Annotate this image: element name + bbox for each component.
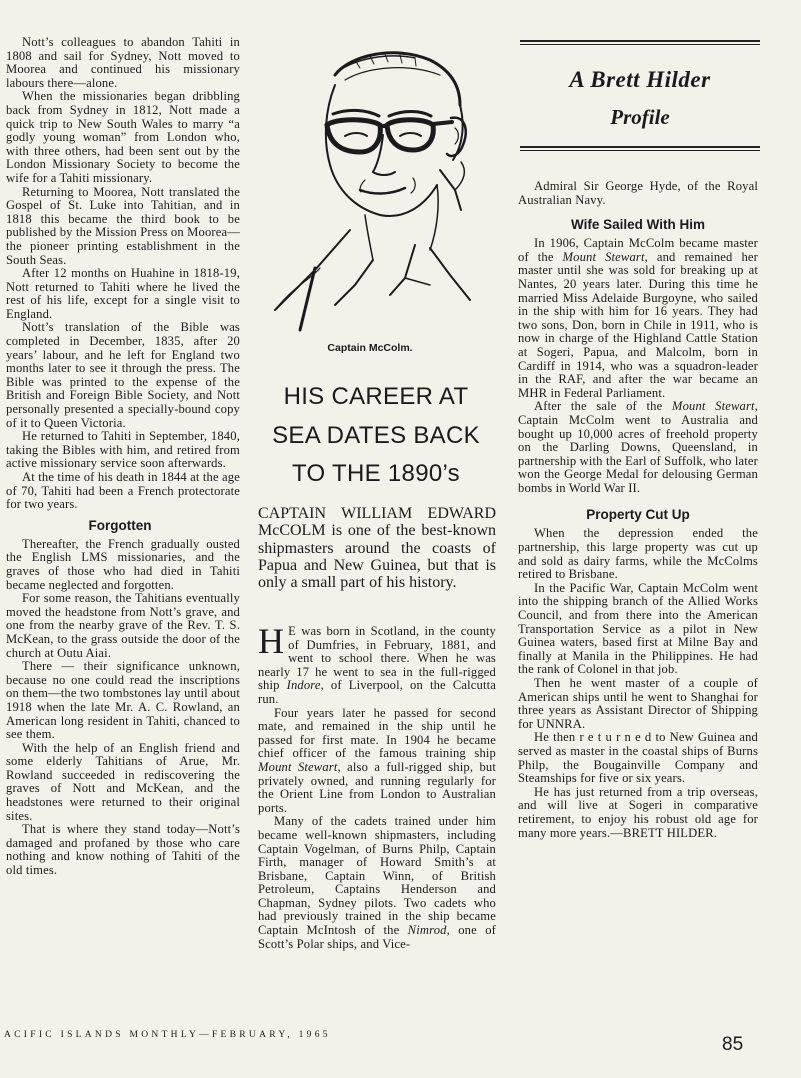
heading-wife-sailed: Wife Sailed With Him	[570, 217, 706, 233]
middle-body	[258, 621, 497, 951]
page-number: 85	[722, 1034, 744, 1055]
right-intro: Admiral Sir George Hyde, of the Royal Australian Navy.	[518, 179, 758, 207]
body-paragraph: In the Pacific War, Captain McColm went into the shipping branch of the Allied Works Council, and from there into the American Transportation Service as a pilot in New Guinea waters, based first at Milne Bay and finally at Manila in the Philippines. He had the rank of Colonel in that job.	[518, 580, 758, 677]
right-body	[518, 180, 758, 840]
body-paragraph: Returning to Moorea, Nott translated the Gospel of St. Luke into Tahitian, and in 1818 this became the third book to be published by the Mission Press on Moorea—the pioneer printing establishment in the South Seas.	[6, 184, 240, 267]
profile-title-line2: Profile	[610, 105, 670, 129]
heading-forgotten: Forgotten	[88, 517, 152, 533]
top-rule	[520, 40, 760, 45]
article-headline	[262, 378, 490, 494]
running-footer: ACIFIC ISLANDS MONTHLY—FEBRUARY, 1965	[4, 1030, 331, 1040]
left-paragraphs-a	[0, 36, 240, 512]
body-paragraph: With the help of an English friend and some elderly Tahitians of Arue, Mr. Rowland succeeded in rediscovering the graves of Nott and McKean, and the headstones were returned to their original sites.	[6, 740, 240, 823]
body-paragraph: Nott’s translation of the Bible was completed in December, 1835, after 20 years’ labour, and he left for England two months later to see it through the press. The Bible was printed to the expense of the British and Foreign Bible Society, and Nott personally presented a specially-bound copy of it to Queen Victoria.	[6, 320, 240, 430]
body-paragraph: When the depression ended the partnership, this large property was cut up and sold as dairy farms, while the McColms retired to Brisbane.	[518, 526, 758, 582]
middle-paragraphs	[258, 707, 496, 952]
body-paragraph: He returned to Tahiti in September, 1840, taking the Bibles with him, and retired from active missionary service soon afterwards.	[6, 429, 240, 471]
body-paragraph: At the time of his death in 1844 at the age of 70, Tahiti had been a French protectorate for two years.	[6, 470, 240, 512]
bottom-rule	[520, 146, 760, 151]
first-paragraph	[258, 621, 496, 707]
first-paragraph-text: E was born in Scotland, in the county of Dumfries, in February, 1881, and went to school there. When he was nearly 17 he went to sea in the full-rigged ship Indore, of Liverpool, on the Calcutta run.	[258, 624, 496, 706]
body-paragraph: There — their significance unknown, because no one could read the inscriptions on them—the two tombstones lay until about 1918 when the late Mr. A. C. Rowland, an American long resident in Tahiti, chanced to see them.	[6, 659, 240, 742]
profile-title-line1: A Brett Hilder	[569, 67, 711, 92]
right-paragraphs-b	[518, 527, 758, 840]
body-paragraph: Many of the cadets trained under him became well-known shipmasters, including Captain Vogelman, of Burns Philp, Captain Firth, manager of Howard Smith’s at Brisbane, Captain Winn, of British Petroleum, Captains Henderson and Chapman, Sydney pilots. Two cadets who had previously trained in the ship became Captain McIntosh of the Nimrod, one of Scott’s Polar ships, and Vice-	[258, 814, 496, 951]
article-lede: CAPTAIN WILLIAM EDWARD McCOLM is one of the best-known shipmasters around the coasts of Papua and New Guinea, but that is only a small part of his history.	[258, 505, 496, 592]
left-column	[0, 0, 240, 878]
body-paragraph: He then r e t u r n e d to New Guinea and served as master in the coastal ships of Burns Philp, the Bougainville Company and Steamships for five or six years.	[518, 730, 758, 786]
left-paragraphs-b	[0, 538, 240, 878]
body-paragraph: After the sale of the Mount Stewart, Captain McColm went to Australia and bought up 10,000 acres of freehold property on the Darling Downs, Queensland, in partnership with the Earl of Suffolk, who later won the George Medal for delousing German bombs in World War II.	[518, 399, 758, 495]
body-paragraph: Thereafter, the French gradually ousted the English LMS missionaries, and the graves of those who had died in Tahiti became neglected and forgotten.	[6, 536, 240, 592]
body-paragraph: After 12 months on Huahine in 1818-19, Nott returned to Tahiti where he lived the rest of his life, except for a single visit to England.	[6, 266, 240, 321]
captain-portrait-sketch	[255, 30, 485, 350]
drop-cap: H	[258, 621, 285, 661]
headline-line: SEA DATES BACK	[272, 421, 480, 449]
body-paragraph: Then he went master of a couple of American ships until he went to Shanghai for three years as Assistant Director of Shipping for UNNRA.	[518, 676, 758, 731]
headline-line: TO THE 1890’s	[292, 460, 460, 487]
headline-line: HIS CAREER AT	[283, 383, 469, 410]
profile-title-box	[520, 40, 760, 151]
body-paragraph: In 1906, Captain McColm became master of the Mount Stewart, and remained her master until she was sold for breaking up at Nantes, 20 years later. During this time he married Miss Adelaide Burgoyne, who sailed in the ship with him for 16 years. They had two sons, Don, born in Chile in 1911, who is now in charge of the Highland Cattle Station at Sogeri, Papua, and Malcolm, born in Cardiff in 1914, who was a squadron-leader in the RAF, and after the war became an MHR in Federal Parliament.	[518, 236, 758, 400]
body-paragraph: Nott’s colleagues to abandon Tahiti in 1808 and sail for Sydney, Nott moved to Moorea and continued his missionary labours there—alone.	[6, 35, 240, 90]
body-paragraph: That is where they stand today—Nott’s damaged and profaned by those who care nothing and know nothing of Tahiti of the old times.	[6, 822, 240, 878]
body-paragraph: When the missionaries began dribbling back from Sydney in 1812, Nott made a quick trip to New South Wales to marry “a godly young woman” from London who, with three others, had been sent out by the London Missionary Society to become the wife for a Tahiti missionary.	[6, 89, 240, 185]
body-paragraph: For some reason, the Tahitians eventually moved the headstone from Nott’s grave, and one from the nearby grave of the Rev. T. S. McKean, to the grass outside the door of the church at Outu Aiai.	[6, 591, 240, 660]
portrait-caption: Captain McColm.	[327, 342, 413, 354]
body-paragraph: Four years later he passed for second mate, and remained in the ship until he passed for first mate. In 1904 he became chief officer of the famous training ship Mount Stewart, also a full-rigged ship, but privately owned, and running regularly for the Orient Line from London to Australian ports.	[258, 705, 497, 815]
right-paragraphs-a	[518, 237, 758, 495]
heading-property-cut-up: Property Cut Up	[586, 507, 690, 523]
body-paragraph: He has just returned from a trip overseas, and will live at Sogeri in comparative retirement, to enjoy his robust old age for many more years.—BRETT HILDER.	[518, 784, 758, 840]
